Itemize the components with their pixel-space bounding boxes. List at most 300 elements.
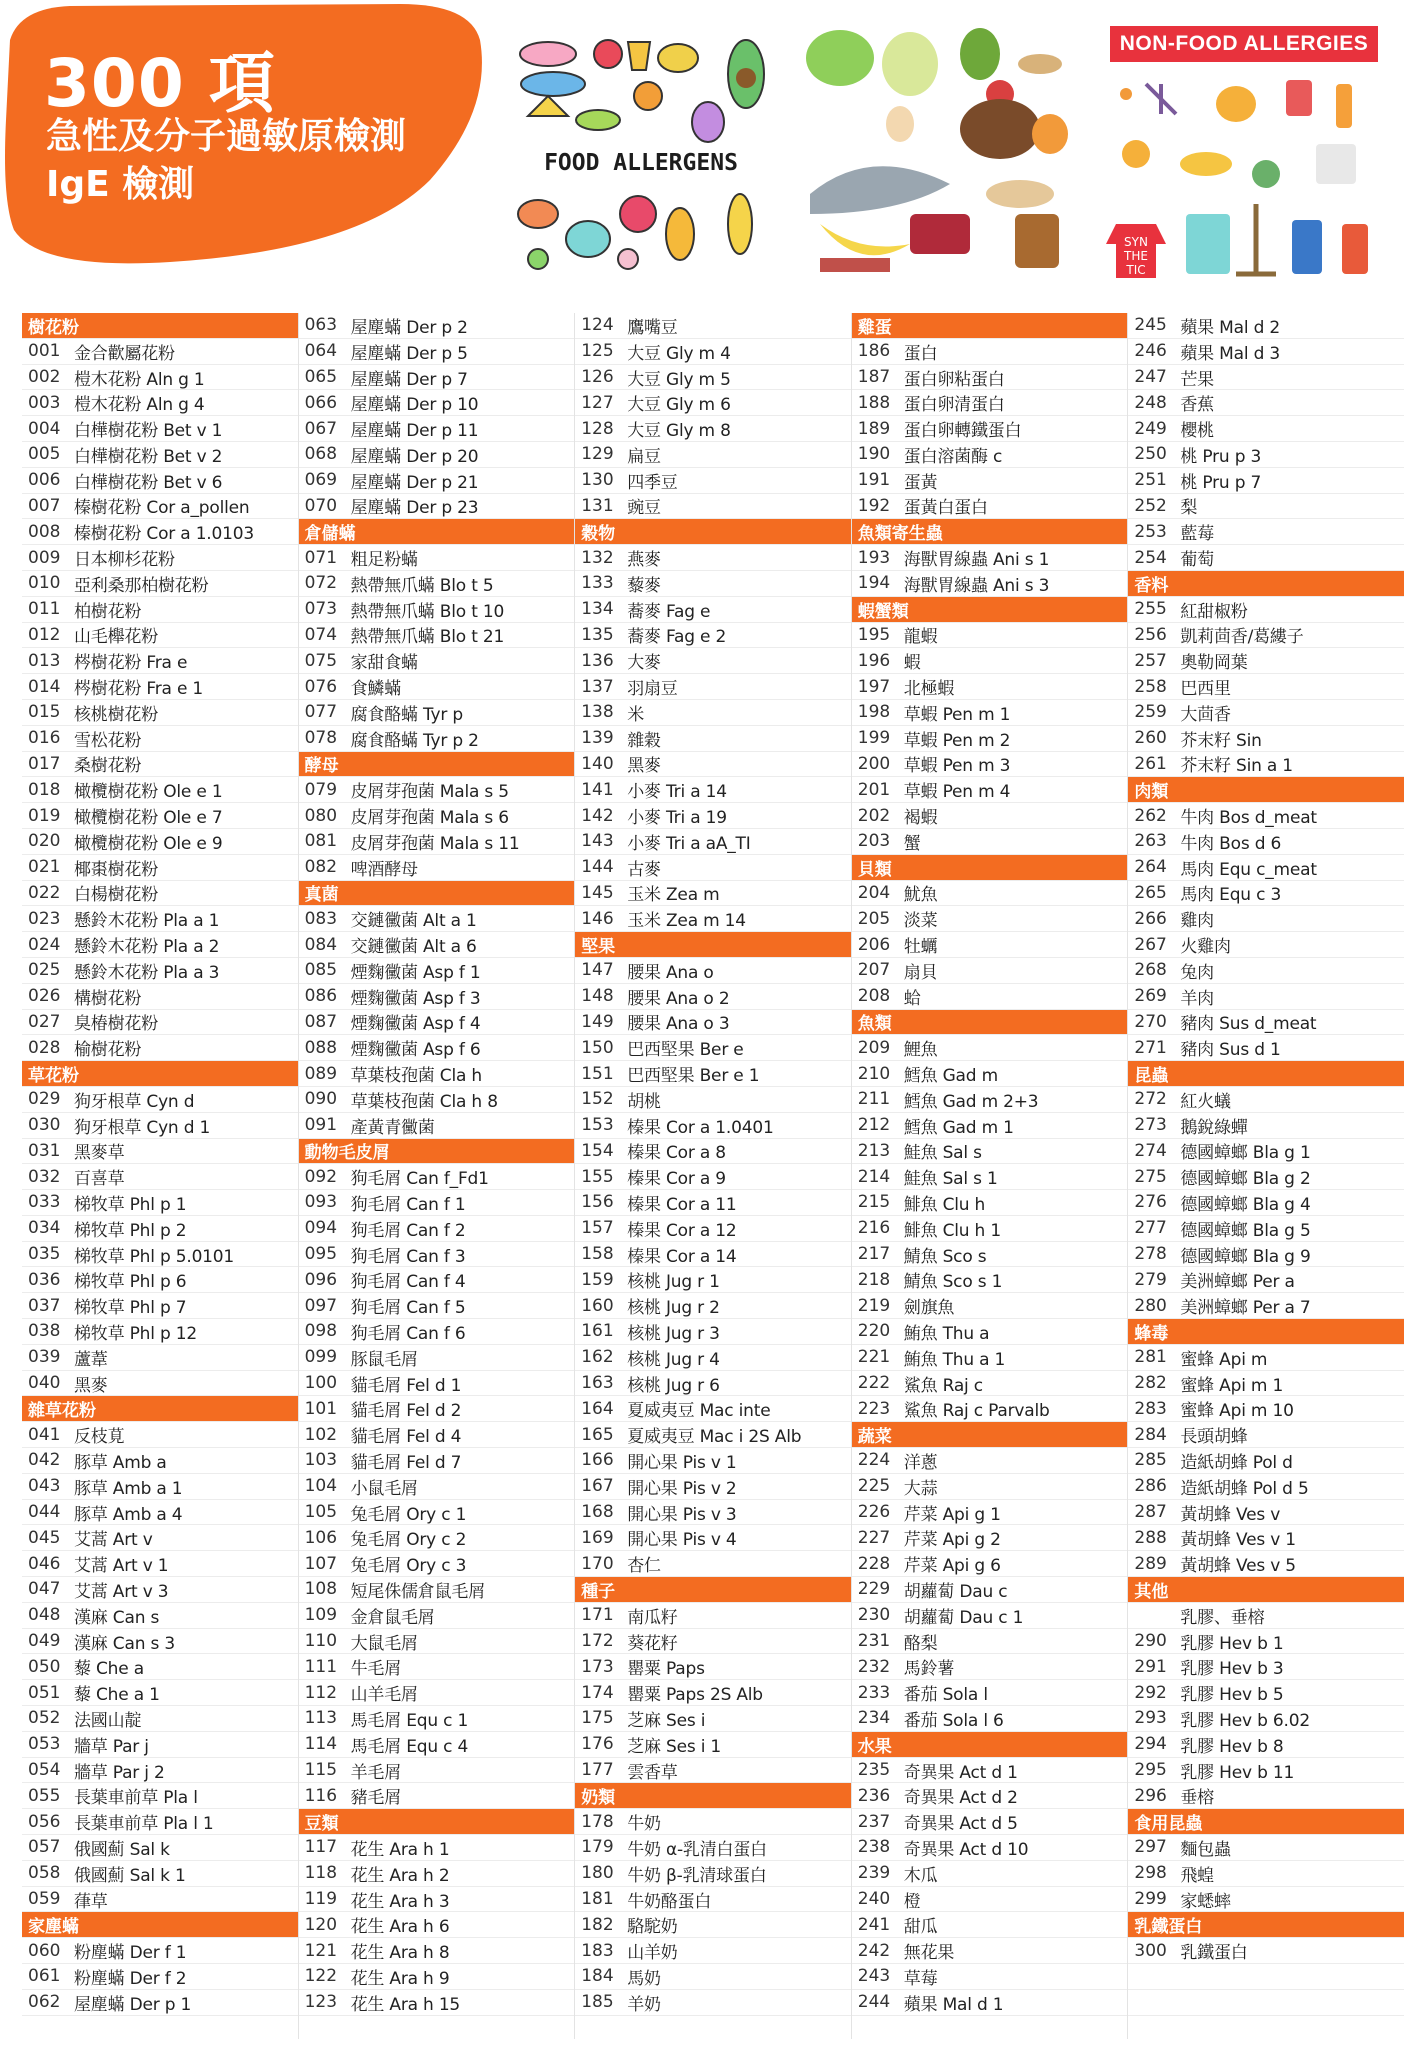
allergen-row	[299, 1783, 575, 1809]
allergen-name: 法國山靛	[74, 1710, 142, 1731]
allergen-name: 魷魚	[903, 885, 938, 906]
allergen-name: 夏威夷豆 Mac i 2S Alb	[627, 1427, 802, 1448]
allergen-code: 282	[1134, 1373, 1167, 1394]
allergen-row	[22, 1500, 298, 1526]
allergen-code: 224	[857, 1450, 891, 1471]
allergen-row	[852, 1680, 1128, 1706]
allergen-name: 罌粟 Paps	[627, 1659, 705, 1680]
section-header: 貝類	[852, 855, 1128, 881]
allergen-name: 無花果	[903, 1943, 955, 1964]
allergen-row	[1128, 1525, 1404, 1551]
allergen-row	[299, 571, 575, 597]
allergen-name: 牛肉 Bos d 6	[1180, 833, 1282, 854]
allergen-name: 長葉車前草 Pla l 1	[74, 1814, 214, 1835]
allergen-code: 108	[304, 1579, 338, 1600]
allergen-name: 德國蟑螂 Bla g 1	[1180, 1143, 1311, 1164]
allergen-name: 馬肉 Equ c_meat	[1180, 859, 1317, 880]
allergen-row	[852, 1371, 1128, 1397]
allergen-column-1	[22, 313, 298, 2039]
allergen-name: 梯牧草 Phl p 12	[74, 1323, 197, 1344]
allergen-name: 花生 Ara h 3	[350, 1891, 450, 1912]
allergen-code: 193	[857, 547, 891, 568]
allergen-code: 104	[304, 1476, 338, 1497]
food-photo-icons	[800, 24, 1070, 278]
allergen-name: 榛樹花粉 Cor a 1.0103	[74, 524, 254, 545]
allergen-row	[299, 906, 575, 932]
allergen-name: 蜜蜂 Api m 1	[1180, 1375, 1284, 1396]
allergen-row	[575, 1474, 851, 1500]
allergen-row	[299, 1525, 575, 1551]
allergen-code: 256	[1134, 624, 1167, 645]
allergen-code: 009	[28, 547, 61, 568]
allergen-row	[1128, 1164, 1404, 1190]
allergen-name: 構樹花粉	[74, 988, 142, 1009]
allergen-code: 228	[857, 1553, 891, 1574]
allergen-code: 097	[304, 1295, 338, 1316]
allergen-code: 096	[304, 1269, 338, 1290]
allergen-code: 045	[28, 1527, 61, 1548]
allergen-code: 198	[857, 702, 891, 723]
allergen-row	[22, 1577, 298, 1603]
allergen-row	[1128, 1500, 1404, 1526]
allergen-code: 272	[1134, 1089, 1167, 1110]
allergen-row	[299, 390, 575, 416]
allergen-code: 131	[581, 495, 614, 516]
allergen-row	[575, 1139, 851, 1165]
allergen-code: 020	[28, 831, 61, 852]
allergen-name: 貓毛屑 Fel d 7	[350, 1452, 462, 1473]
allergen-name: 奇異果 Act d 2	[903, 1788, 1018, 1809]
allergen-code: 095	[304, 1244, 338, 1265]
allergen-code: 299	[1134, 1889, 1167, 1909]
allergen-row	[1128, 365, 1404, 391]
section-header: 水果	[852, 1732, 1128, 1758]
allergen-row	[852, 494, 1128, 520]
allergen-code: 166	[581, 1450, 614, 1471]
allergen-row	[1128, 1396, 1404, 1422]
allergen-row	[852, 648, 1128, 674]
allergen-row	[1128, 1732, 1404, 1758]
allergen-name: 牛毛屑	[350, 1659, 401, 1680]
allergen-name: 造紙胡蜂 Pol d	[1180, 1452, 1293, 1473]
allergen-name: 花生 Ara h 2	[350, 1865, 450, 1886]
allergen-row	[852, 1783, 1128, 1809]
allergen-row	[22, 829, 298, 855]
allergen-name: 黃胡蜂 Ves v 5	[1180, 1556, 1296, 1577]
allergen-row	[1128, 1603, 1404, 1629]
allergen-row	[852, 752, 1128, 778]
allergen-code: 200	[857, 753, 891, 774]
allergen-code: 185	[581, 1992, 614, 2013]
allergen-code: 292	[1134, 1682, 1167, 1703]
allergen-row	[1128, 1087, 1404, 1113]
allergen-row	[1128, 700, 1404, 726]
allergen-code: 137	[581, 676, 614, 697]
allergen-code: 085	[304, 960, 338, 981]
allergen-name: 長葉車前草 Pla l	[74, 1788, 198, 1809]
allergen-code: 110	[304, 1631, 338, 1652]
allergen-row	[575, 623, 851, 649]
allergen-row	[852, 468, 1128, 494]
allergen-row	[299, 1629, 575, 1655]
allergen-name: 桑樹花粉	[74, 756, 142, 777]
allergen-name: 桃 Pru p 7	[1180, 472, 1262, 493]
allergen-name: 北極蝦	[903, 679, 955, 700]
allergen-code: 290	[1134, 1631, 1167, 1652]
allergen-code: 037	[28, 1295, 61, 1316]
allergen-name: 劍旗魚	[903, 1298, 955, 1319]
allergen-name: 藜 Che a 1	[74, 1685, 160, 1706]
allergen-row	[852, 881, 1128, 907]
allergen-code: 273	[1134, 1115, 1167, 1136]
allergen-row	[852, 1396, 1128, 1422]
allergen-row	[575, 1345, 851, 1371]
allergen-name: 花生 Ara h 8	[350, 1943, 450, 1964]
allergen-row	[575, 1603, 851, 1629]
page-subtitle: 急性及分子過敏原檢測	[46, 116, 407, 157]
allergen-code: 280	[1134, 1295, 1167, 1316]
allergen-row	[575, 1087, 851, 1113]
non-food-illustration	[1106, 24, 1382, 278]
allergen-name: 家蟋蟀	[1180, 1891, 1231, 1912]
allergen-code: 033	[28, 1192, 61, 1213]
allergen-code: 002	[28, 366, 61, 387]
allergen-name: 大豆 Gly m 5	[627, 369, 731, 390]
allergen-row	[299, 1396, 575, 1422]
allergen-name: 產黃青黴菌	[350, 1117, 435, 1138]
allergen-row	[1128, 881, 1404, 907]
allergen-code: 220	[857, 1321, 891, 1342]
allergen-code: 237	[857, 1811, 891, 1832]
allergen-row	[22, 571, 298, 597]
allergen-name: 黑麥	[74, 1375, 108, 1396]
allergen-row	[1128, 1654, 1404, 1680]
allergen-code: 111	[304, 1656, 338, 1677]
allergen-name: 大豆 Gly m 8	[627, 421, 731, 442]
allergen-code: 194	[857, 573, 891, 594]
allergen-row	[852, 1912, 1128, 1938]
allergen-name: 煙麴黴菌 Asp f 4	[350, 1014, 481, 1035]
allergen-name: 造紙胡蜂 Pol d 5	[1180, 1478, 1309, 1499]
allergen-row	[1128, 1680, 1404, 1706]
allergen-row	[852, 1164, 1128, 1190]
allergen-row	[1128, 1371, 1404, 1397]
allergen-code: 250	[1134, 444, 1167, 465]
allergen-code: 067	[304, 418, 338, 439]
allergen-name: 豚草 Amb a	[74, 1452, 167, 1473]
allergen-code: 243	[857, 1966, 891, 1987]
allergen-row	[22, 700, 298, 726]
allergen-row	[299, 1190, 575, 1216]
allergen-name: 鷹嘴豆	[627, 317, 678, 338]
allergen-row	[22, 442, 298, 468]
allergen-name: 牛肉 Bos d_meat	[1180, 808, 1317, 829]
allergen-code: 253	[1134, 521, 1167, 542]
allergen-row	[22, 1371, 298, 1397]
allergen-row	[299, 829, 575, 855]
allergen-name: 艾蒿 Art v 1	[74, 1556, 169, 1577]
allergen-row	[1128, 1035, 1404, 1061]
allergen-code: 149	[581, 1011, 614, 1032]
allergen-row	[852, 571, 1128, 597]
allergen-row	[575, 365, 851, 391]
allergen-column-2	[298, 313, 575, 2039]
allergen-name: 榛果 Cor a 14	[627, 1246, 737, 1267]
allergen-row	[575, 1861, 851, 1887]
allergen-code: 114	[304, 1734, 338, 1755]
allergen-code: 010	[28, 573, 61, 594]
allergen-row	[1128, 752, 1404, 778]
section-header: 奶類	[575, 1783, 851, 1809]
allergen-name: 核桃 Jug r 1	[627, 1272, 720, 1293]
allergen-row	[1128, 1345, 1404, 1371]
allergen-row	[1128, 829, 1404, 855]
allergen-name: 百喜草	[74, 1169, 125, 1190]
allergen-name: 屋塵蟎 Der p 2	[350, 317, 468, 338]
allergen-row	[575, 855, 851, 881]
allergen-name: 大蒜	[903, 1478, 938, 1499]
allergen-name: 熱帶無爪蟎 Blo t 5	[350, 575, 494, 596]
allergen-code: 132	[581, 547, 614, 568]
allergen-name: 葎草	[74, 1891, 108, 1912]
allergen-row	[22, 1242, 298, 1268]
allergen-name: 兔毛屑 Ory c 2	[350, 1530, 467, 1551]
allergen-code: 236	[857, 1785, 891, 1806]
allergen-code: 004	[28, 418, 61, 439]
allergen-row	[299, 597, 575, 623]
allergen-code: 090	[304, 1089, 338, 1110]
allergen-name: 鯊魚 Raj c	[903, 1375, 983, 1396]
allergen-name: 核桃樹花粉	[74, 704, 158, 725]
allergen-code: 036	[28, 1269, 61, 1290]
allergen-row	[299, 1706, 575, 1732]
allergen-row	[575, 1061, 851, 1087]
allergen-name: 皮屑芽孢菌 Mala s 6	[350, 808, 509, 829]
allergen-row	[575, 1267, 851, 1293]
allergen-name: 兔毛屑 Ory c 3	[350, 1556, 467, 1577]
allergen-row	[1128, 1758, 1404, 1784]
allergen-name: 開心果 Pis v 2	[627, 1478, 737, 1499]
allergen-row	[22, 519, 298, 545]
allergen-code: 187	[857, 366, 891, 387]
allergen-code: 165	[581, 1424, 614, 1445]
allergen-code: 218	[857, 1269, 891, 1290]
allergen-row	[1128, 1190, 1404, 1216]
allergen-name: 貓毛屑 Fel d 1	[350, 1375, 462, 1396]
allergen-code: 024	[28, 934, 61, 955]
allergen-name: 漢麻 Can s 3	[74, 1633, 175, 1654]
allergen-row	[575, 1706, 851, 1732]
allergen-row	[299, 1990, 575, 2016]
page-subtitle-ige: IgE 檢測	[46, 164, 195, 205]
allergen-row	[1128, 1551, 1404, 1577]
allergen-name: 巴西堅果 Ber e 1	[627, 1066, 760, 1087]
allergen-name: 鵝銳綠蟬	[1180, 1117, 1248, 1138]
allergen-name: 葵花籽	[627, 1633, 678, 1654]
allergen-name: 熱帶無爪蟎 Blo t 10	[350, 601, 505, 622]
allergen-code: 286	[1134, 1476, 1167, 1497]
allergen-name: 古麥	[627, 859, 661, 880]
allergen-name: 榛果 Cor a 11	[627, 1195, 737, 1215]
section-header: 肉類	[1128, 777, 1404, 803]
allergen-name: 草葉枝孢菌 Cla h	[350, 1066, 482, 1087]
allergen-row	[22, 1964, 298, 1990]
allergen-row	[575, 803, 851, 829]
allergen-code: 203	[857, 831, 891, 852]
allergen-name: 草蝦 Pen m 4	[903, 782, 1011, 803]
section-header: 魚類寄生蟲	[852, 519, 1128, 545]
allergen-name: 白樺樹花粉 Bet v 1	[74, 421, 223, 442]
allergen-name: 艾蒿 Art v 3	[74, 1581, 169, 1602]
allergen-code: 225	[857, 1476, 891, 1497]
allergen-name: 蛤	[903, 988, 921, 1009]
allergen-name: 乳膠 Hev b 1	[1180, 1633, 1284, 1654]
allergen-name: 馬奶	[627, 1968, 661, 1989]
allergen-name: 番茄 Sola l 6	[903, 1710, 1004, 1731]
allergen-row	[22, 1474, 298, 1500]
allergen-row	[852, 700, 1128, 726]
allergen-code: 146	[581, 908, 614, 929]
allergen-name: 狗毛屑 Can f 2	[350, 1220, 466, 1241]
allergen-row	[22, 1603, 298, 1629]
allergen-code: 022	[28, 882, 61, 903]
allergen-name: 黑麥草	[74, 1143, 125, 1164]
allergen-row	[1128, 648, 1404, 674]
allergen-code: 017	[28, 753, 61, 774]
allergen-name: 榛樹花粉 Cor a_pollen	[74, 498, 250, 519]
allergen-code: 105	[304, 1502, 338, 1523]
allergen-name: 大豆 Gly m 4	[627, 343, 731, 364]
allergen-row	[299, 1654, 575, 1680]
allergen-code: 083	[304, 908, 338, 929]
allergen-row	[1128, 519, 1404, 545]
allergen-name: 腰果 Ana o	[627, 962, 714, 983]
allergen-code: 240	[857, 1889, 891, 1909]
allergen-name: 懸鈴木花粉 Pla a 1	[74, 911, 220, 932]
allergen-code: 089	[304, 1063, 338, 1084]
allergen-name: 香蕉	[1180, 395, 1214, 416]
allergen-name: 蛋黃	[903, 472, 938, 493]
allergen-name: 雞肉	[1180, 911, 1214, 932]
allergen-code: 167	[581, 1476, 614, 1497]
allergen-name: 啤酒酵母	[350, 859, 418, 880]
section-header: 雞蛋	[852, 313, 1128, 339]
allergen-code: 284	[1134, 1424, 1167, 1445]
header	[0, 0, 1418, 300]
allergen-row	[22, 597, 298, 623]
allergen-name: 豌豆	[627, 498, 661, 519]
allergen-name: 胡桃	[627, 1091, 661, 1112]
allergen-name: 榿木花粉 Aln g 1	[74, 369, 205, 390]
allergen-row	[299, 1087, 575, 1113]
allergen-code: 209	[857, 1037, 891, 1058]
allergen-name: 駱駝奶	[627, 1917, 678, 1938]
allergen-name: 芥末籽 Sin a 1	[1180, 756, 1293, 777]
allergen-name: 花生 Ara h 9	[350, 1968, 450, 1989]
allergen-row	[1128, 1139, 1404, 1165]
allergen-name: 梯牧草 Phl p 1	[74, 1195, 187, 1215]
allergen-row	[852, 1500, 1128, 1526]
allergen-name: 艾蒿 Art v	[74, 1530, 153, 1551]
allergen-row	[22, 494, 298, 520]
allergen-row	[22, 623, 298, 649]
allergen-row	[575, 1964, 851, 1990]
page-title: 300 項	[44, 45, 276, 122]
allergen-name: 馬肉 Equ c 3	[1180, 885, 1282, 906]
allergen-row	[299, 777, 575, 803]
allergen-code: 028	[28, 1037, 61, 1058]
allergen-row	[852, 1964, 1128, 1990]
allergen-code: 258	[1134, 676, 1167, 697]
allergen-row	[852, 1861, 1128, 1887]
allergen-row	[852, 1035, 1128, 1061]
allergen-row	[299, 1912, 575, 1938]
allergen-code: 244	[857, 1992, 891, 2013]
section-header: 蝦蟹類	[852, 597, 1128, 623]
allergen-code: 163	[581, 1373, 614, 1394]
allergen-code: 262	[1134, 805, 1167, 826]
allergen-name: 葡萄	[1180, 550, 1214, 571]
allergen-code: 055	[28, 1785, 61, 1806]
allergen-row	[22, 416, 298, 442]
allergen-name: 梯牧草 Phl p 6	[74, 1272, 187, 1293]
allergen-row	[852, 442, 1128, 468]
allergen-row	[22, 390, 298, 416]
allergen-name: 蛋白	[903, 343, 938, 364]
allergen-code: 075	[304, 650, 338, 671]
allergen-name: 豬肉 Sus d 1	[1180, 1040, 1281, 1061]
allergen-name: 芒果	[1180, 369, 1214, 390]
allergen-code: 177	[581, 1760, 614, 1781]
allergen-row	[22, 1319, 298, 1345]
allergen-code: 197	[857, 676, 891, 697]
allergen-code: 195	[857, 624, 891, 645]
allergen-row	[575, 1010, 851, 1036]
allergen-name: 鱈魚 Gad m	[903, 1066, 998, 1087]
allergen-code: 238	[857, 1837, 891, 1858]
allergen-row	[575, 1113, 851, 1139]
allergen-row	[22, 1938, 298, 1964]
allergen-row	[575, 1809, 851, 1835]
allergen-code: 077	[304, 702, 338, 723]
allergen-name: 山羊毛屑	[350, 1685, 418, 1706]
allergen-code: 174	[581, 1682, 614, 1703]
allergen-name: 狗毛屑 Can f 3	[350, 1246, 466, 1267]
allergen-name: 紅甜椒粉	[1180, 601, 1248, 622]
allergen-code: 269	[1134, 986, 1167, 1007]
allergen-row	[852, 1087, 1128, 1113]
allergen-code: 298	[1134, 1863, 1167, 1884]
allergen-name: 開心果 Pis v 1	[627, 1452, 737, 1473]
allergen-name: 芥末籽 Sin	[1180, 730, 1262, 751]
section-header: 樹花粉	[22, 313, 298, 339]
allergen-code: 107	[304, 1553, 338, 1574]
allergen-row	[1128, 597, 1404, 623]
allergen-name: 白樺樹花粉 Bet v 6	[74, 472, 223, 493]
allergen-row	[575, 674, 851, 700]
allergen-code: 264	[1134, 857, 1167, 878]
allergen-name: 鯖魚 Sco s	[903, 1246, 987, 1267]
allergen-row	[299, 313, 575, 339]
allergen-row	[299, 1551, 575, 1577]
allergen-row	[1128, 1216, 1404, 1242]
allergen-name: 交鏈黴菌 Alt a 6	[350, 937, 477, 958]
allergen-code: 226	[857, 1502, 891, 1523]
allergen-code: 073	[304, 599, 338, 620]
allergen-code: 074	[304, 624, 338, 645]
allergen-code: 041	[28, 1424, 61, 1445]
allergen-code: 173	[581, 1656, 614, 1677]
